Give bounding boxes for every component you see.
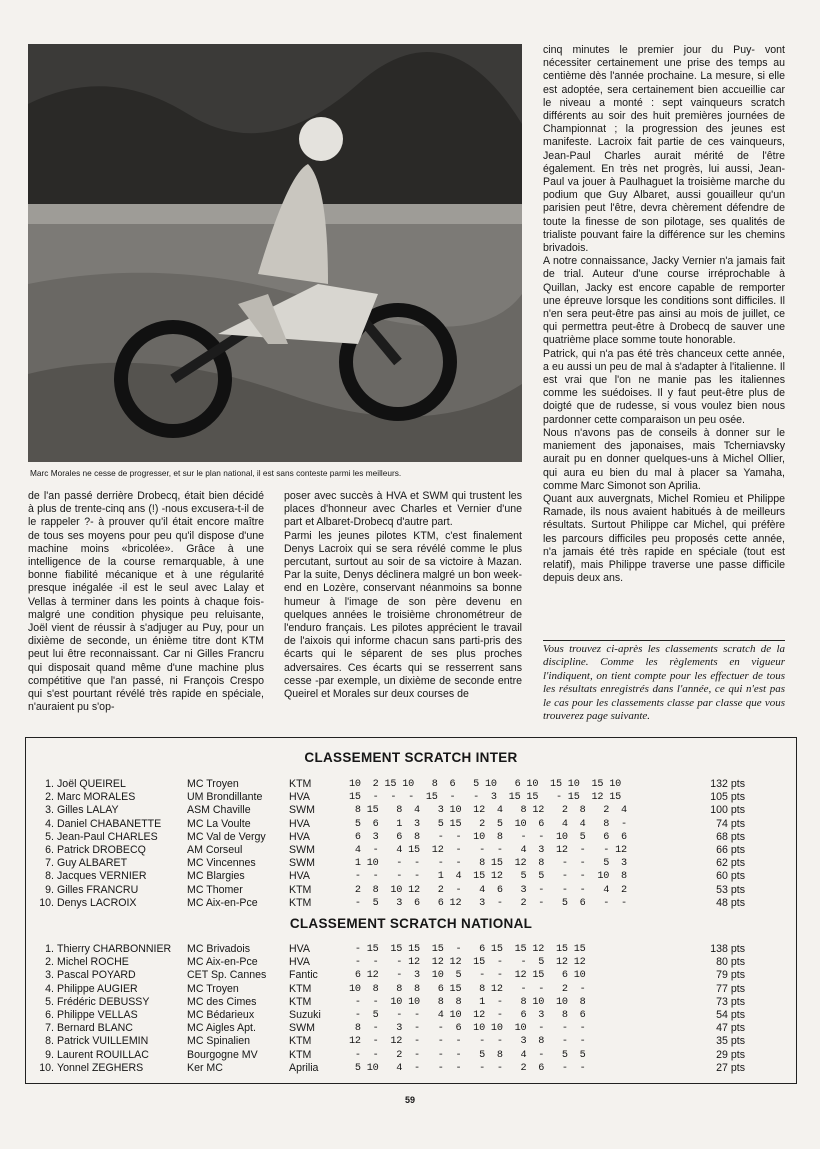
- rank-cell: 5.: [45, 995, 54, 1008]
- total-points: 77 pts: [716, 982, 745, 995]
- total-points: 60 pts: [716, 870, 745, 883]
- club-name: MC Thomer: [187, 883, 243, 896]
- round-scores: - 15 15 15 15 - 6 15 15 12 15 15: [349, 944, 586, 955]
- table-row: [38, 897, 745, 910]
- rider-name: Frédéric DEBUSSY: [57, 995, 150, 1008]
- make-name: KTM: [289, 1048, 312, 1061]
- make-name: KTM: [289, 982, 312, 995]
- inter-title: CLASSEMENT SCRATCH INTER: [304, 750, 518, 765]
- round-scores: 10 2 15 10 8 6 5 10 6 10 15 10 15 10: [349, 779, 622, 790]
- table-row: [38, 857, 745, 870]
- standings-note: Vous trouvez ci-après les classements scratch de la discipline. Comme les règlements en vigueur l'indiquent, on tient compte pour les effectuer de tous les résultats enregistrés dans l'année, ce qui n'est pas le cas pour les classements classe par classe que vous trouverez page suivante.: [543, 640, 785, 723]
- rider-photo: [28, 44, 522, 462]
- paragraph: Patrick, qui n'a pas été très chanceux cette année, a eu aussi un peu de mal à s'adapter à l'italienne. Il est vrai que l'on ne manie pas les italiennes comme les suédoises. Il y faut peut-être plus de doigté que de rudesse, si vous voulez bien nous pardonner cette comparaison un peu osée.: [543, 347, 785, 426]
- total-points: 54 pts: [716, 1009, 745, 1022]
- club-name: MC Blargies: [187, 870, 245, 883]
- national-table: [38, 943, 745, 1075]
- table-row: [38, 1062, 745, 1075]
- rank-cell: 5.: [45, 830, 54, 843]
- page-number: 59: [404, 1095, 415, 1105]
- rank-cell: 9.: [45, 1048, 54, 1061]
- make-name: Aprilia: [289, 1061, 319, 1074]
- round-scores: 12 - 12 - - - - - 3 8 - -: [349, 1036, 586, 1048]
- make-name: HVA: [289, 943, 310, 955]
- total-points: 132 pts: [710, 778, 745, 790]
- table-row: [38, 1049, 745, 1062]
- rank-cell: 4.: [45, 817, 54, 830]
- paragraph: A notre connaissance, Jacky Vernier n'a jamais fait de trial. Auteur d'une course irréprochable à Quillan, Jacky est encore capable de remporter une épreuve lorsque les conditions sont difficiles. Il n'en sera peut-être pas ainsi au mois de juillet, ce qui permettra peut-être à Drobecq de sauver une quatrième place somme toute honorable.: [543, 255, 785, 347]
- round-scores: 1 10 - - - - 8 15 12 8 - - 5 3: [349, 858, 627, 870]
- club-name: AM Corseul: [187, 844, 243, 857]
- rider-name: Yonnel ZEGHERS: [57, 1061, 144, 1074]
- round-scores: 4 - 4 15 12 - - - 4 3 12 - - 12: [349, 845, 627, 857]
- total-points: 74 pts: [716, 817, 745, 830]
- club-name: Ker MC: [187, 1061, 223, 1074]
- club-name: MC Aigles Apt.: [187, 1022, 256, 1035]
- club-name: MC Bédarieux: [187, 1009, 255, 1022]
- make-name: KTM: [289, 778, 312, 790]
- round-scores: 15 - - - 15 - - 3 15 15 - 15 12 15: [349, 792, 622, 804]
- round-scores: 6 12 - 3 10 5 - - 12 15 6 10: [349, 970, 586, 982]
- article-column-1: [28, 490, 264, 714]
- make-name: SWM: [289, 804, 315, 817]
- make-name: SWM: [289, 857, 315, 870]
- rider-name: Philippe AUGIER: [57, 982, 138, 995]
- total-points: 138 pts: [710, 943, 745, 955]
- club-name: MC Spinalien: [187, 1035, 251, 1048]
- make-name: SWM: [289, 844, 315, 857]
- article-column-2: [284, 490, 522, 701]
- make-name: KTM: [289, 896, 312, 909]
- make-name: HVA: [289, 791, 310, 804]
- paragraph: de l'an passé derrière Drobecq, était bien décidé à plus de trente-cinq ans (!) -nous excusera-t-il de le rappeler ?- à prouver qu'il était encore maître de tous ses moyens pour peu qu'il dispose d'une machine moins «bricolée». Grâce à une intelligence de la course remarquable, à une bonne fiabilité mécanique et à une régularité presque inégalée -il est le seul avec Lalay et Vellas à terminer dans les points à chaque fois- malgré une condition physique peu reluisante, Joël vient de réussir à s'adjuger au Puy, pour un dixième de seconde, un énième titre dont KTM peut lui être reconnaissant. Car ni Gilles Francru qui disposait quand même d'une machine plus compétitive que l'an passé, ni François Crespo qui s'est pourtant révélé très rapide en spéciale, n'auraient pu s'op-: [28, 490, 264, 714]
- rank-cell: 3.: [45, 804, 54, 817]
- total-points: 100 pts: [710, 804, 745, 817]
- photo-caption: Marc Morales ne cesse de progresser, et sur le plan national, il est sans conteste parmi les meilleurs.: [30, 468, 402, 478]
- total-points: 62 pts: [716, 857, 745, 870]
- rider-name: Marc MORALES: [57, 791, 136, 804]
- rider-name: Patrick VUILLEMIN: [57, 1035, 149, 1048]
- make-name: KTM: [289, 995, 312, 1008]
- rider-name: Patrick DROBECQ: [57, 844, 146, 857]
- paragraph: poser avec succès à HVA et SWM qui trustent les places d'honneur avec Charles et Vernier d'une part et Albaret-Drobecq d'autre part.: [284, 490, 522, 529]
- make-name: Fantic: [289, 969, 318, 982]
- total-points: 27 pts: [716, 1061, 745, 1074]
- club-name: ASM Chaville: [187, 804, 251, 817]
- rider-name: Pascal POYARD: [57, 969, 136, 982]
- table-row: [38, 818, 745, 831]
- make-name: KTM: [289, 883, 312, 896]
- round-scores: - - - - 1 4 15 12 5 5 - - 10 8: [349, 871, 627, 883]
- total-points: 66 pts: [716, 844, 745, 857]
- total-points: 53 pts: [716, 883, 745, 896]
- table-row: [38, 804, 745, 817]
- total-points: 48 pts: [716, 896, 745, 909]
- rider-name: Denys LACROIX: [57, 896, 137, 909]
- rider-name: Guy ALBARET: [57, 857, 128, 870]
- round-scores: 2 8 10 12 2 - 4 6 3 - - - 4 2: [349, 884, 627, 896]
- club-name: MC Troyen: [187, 778, 239, 790]
- club-name: MC des Cimes: [187, 995, 257, 1008]
- rank-cell: 6.: [45, 1009, 54, 1022]
- rank-cell: 2.: [45, 956, 54, 969]
- table-row: [38, 983, 745, 996]
- club-name: MC Aix-en-Pce: [187, 896, 258, 909]
- paragraph: Parmi les jeunes pilotes KTM, c'est finalement Denys Lacroix qui se sera révélé comme le plus percutant, surtout au soir de sa victoire à Mazan. Par la suite, Denys déclinera malgré un bon week-end en Lozère, conservant néanmoins sa bonne humeur à l'image de son père devenu en quelques années le troisième chronométreur de l'enduro français. Les pilotes apprécient le travail de l'aixois qui informe chacun sans parti-pris des écarts qui le séparent de ses plus proches adversaires. Ces écarts qui se resserrent sans cesse -par exemple, un dixième de seconde entre Queirel et Morales sur deux courses de: [284, 529, 522, 701]
- table-row: [38, 969, 745, 982]
- rider-name: Philippe VELLAS: [57, 1009, 138, 1022]
- make-name: HVA: [289, 870, 310, 883]
- rank-cell: 6.: [45, 844, 54, 857]
- rank-cell: 1.: [45, 778, 54, 790]
- national-title: CLASSEMENT SCRATCH NATIONAL: [289, 916, 533, 931]
- table-row: [38, 778, 745, 791]
- table-row: [38, 884, 745, 897]
- table-row: [38, 996, 745, 1009]
- paragraph: Quant aux auvergnats, Michel Romieu et Philippe Ramade, ils nous avaient habitués à de meilleurs résultats. Surtout Philippe car Michel, qui préfère les parcours difficiles peu proposés cette année, n'a jamais été très rapide en spéciale (tout est relatif), mais Philippe traverse une passe difficile depuis deux ans.: [543, 492, 785, 585]
- rider-name: Jean-Paul CHARLES: [57, 830, 158, 843]
- table-row: [38, 956, 745, 969]
- round-scores: - - 10 10 8 8 1 - 8 10 10 8: [349, 996, 586, 1008]
- table-row: [38, 791, 745, 804]
- rider-name: Joël QUEIREL: [57, 778, 126, 790]
- club-name: MC Vincennes: [187, 857, 256, 870]
- round-scores: - - - 12 12 12 15 - - 5 12 12: [349, 957, 586, 969]
- rider-name: Laurent ROUILLAC: [57, 1048, 149, 1061]
- rank-cell: 7.: [45, 1022, 54, 1035]
- club-name: MC Aix-en-Pce: [187, 956, 258, 969]
- table-row: [38, 943, 745, 956]
- inter-table: [38, 778, 745, 910]
- paragraph: cinq minutes le premier jour du Puy- vont nécessiter certainement une prise des temps au centième dès l'année prochaine. La mesure, si elle est adoptée, sera certainement bien accueillie car le niveau a monté : sept vainqueurs scratch différents au soir des huit premières journées de Championnat ; la progression des jeunes est manifeste. Lacroix fait partie de ces vainqueurs, Jean-Paul Charles aurait mérité de l'être également. En très net progrès, lui aussi, Jean-Paul va jouer à Paulhaguet la troisième marche du podium que Guy Albaret, aussi gouailleur qu'un parisien peut l'être, devra chèrement défendre de toute la finesse de son pilotage, ses qualités de trialiste pouvant faire la différence sur les chemins brivadois.: [543, 44, 785, 255]
- rank-cell: 9.: [45, 883, 54, 896]
- rank-cell: 3.: [45, 969, 54, 982]
- club-name: MC Val de Vergy: [187, 830, 266, 843]
- total-points: 79 pts: [716, 969, 745, 982]
- total-points: 47 pts: [716, 1022, 745, 1035]
- table-row: [38, 870, 745, 883]
- round-scores: - 5 - - 4 10 12 - 6 3 8 6: [349, 1010, 586, 1022]
- paragraph: Nous n'avons pas de conseils à donner sur le maniement des japonaises, mais Tcherniavsky aurait pu en donner quelques-uns à Michel Ollier, qui aura eu bien du mal à placer sa Yamaha, comme Marc Simonot son Aprilia.: [543, 426, 785, 492]
- make-name: KTM: [289, 1035, 312, 1048]
- round-scores: 6 3 6 8 - - 10 8 - - 10 5 6 6: [349, 831, 627, 843]
- make-name: HVA: [289, 830, 310, 843]
- rider-name: Jacques VERNIER: [57, 870, 147, 883]
- make-name: Suzuki: [289, 1009, 321, 1022]
- round-scores: 5 6 1 3 5 15 2 5 10 6 4 4 8 -: [349, 818, 627, 830]
- make-name: HVA: [289, 956, 310, 969]
- standings-box: [25, 737, 797, 1084]
- rank-cell: 10.: [39, 896, 54, 909]
- rank-cell: 2.: [45, 791, 54, 804]
- total-points: 105 pts: [710, 791, 745, 804]
- club-name: Bourgogne MV: [187, 1048, 258, 1061]
- club-name: MC Troyen: [187, 982, 239, 995]
- article-column-3: [543, 44, 785, 585]
- rank-cell: 10.: [39, 1061, 54, 1074]
- club-name: MC La Voulte: [187, 817, 251, 830]
- table-row: [38, 1022, 745, 1035]
- total-points: 68 pts: [716, 830, 745, 843]
- round-scores: - - 2 - - - 5 8 4 - 5 5: [349, 1049, 586, 1061]
- table-row: [38, 1009, 745, 1022]
- table-row: [38, 844, 745, 857]
- round-scores: 10 8 8 8 6 15 8 12 - - 2 -: [349, 983, 586, 995]
- round-scores: - 5 3 6 6 12 3 - 2 - 5 6 - -: [349, 897, 627, 909]
- rank-cell: 4.: [45, 982, 54, 995]
- total-points: 35 pts: [716, 1035, 745, 1048]
- rank-cell: 8.: [45, 870, 54, 883]
- round-scores: 5 10 4 - - - - - 2 6 - -: [349, 1062, 586, 1074]
- make-name: SWM: [289, 1022, 315, 1035]
- club-name: CET Sp. Cannes: [187, 969, 267, 982]
- round-scores: 8 - 3 - - 6 10 10 10 - - -: [349, 1023, 586, 1035]
- make-name: HVA: [289, 817, 310, 830]
- rank-cell: 7.: [45, 857, 54, 870]
- rank-cell: 8.: [45, 1035, 54, 1048]
- table-row: [38, 1035, 745, 1048]
- rider-name: Gilles LALAY: [57, 804, 119, 817]
- total-points: 29 pts: [716, 1048, 745, 1061]
- rider-name: Bernard BLANC: [57, 1022, 133, 1035]
- total-points: 73 pts: [716, 995, 745, 1008]
- round-scores: 8 15 8 4 3 10 12 4 8 12 2 8 2 4: [349, 805, 627, 817]
- rider-name: Daniel CHABANETTE: [57, 817, 162, 830]
- rank-cell: 1.: [45, 943, 54, 955]
- rider-name: Thierry CHARBONNIER: [57, 943, 172, 955]
- total-points: 80 pts: [716, 956, 745, 969]
- rider-name: Gilles FRANCRU: [57, 883, 139, 896]
- rider-name: Michel ROCHE: [57, 956, 129, 969]
- club-name: UM Brondillante: [187, 791, 263, 804]
- table-row: [38, 831, 745, 844]
- club-name: MC Brivadois: [187, 943, 250, 955]
